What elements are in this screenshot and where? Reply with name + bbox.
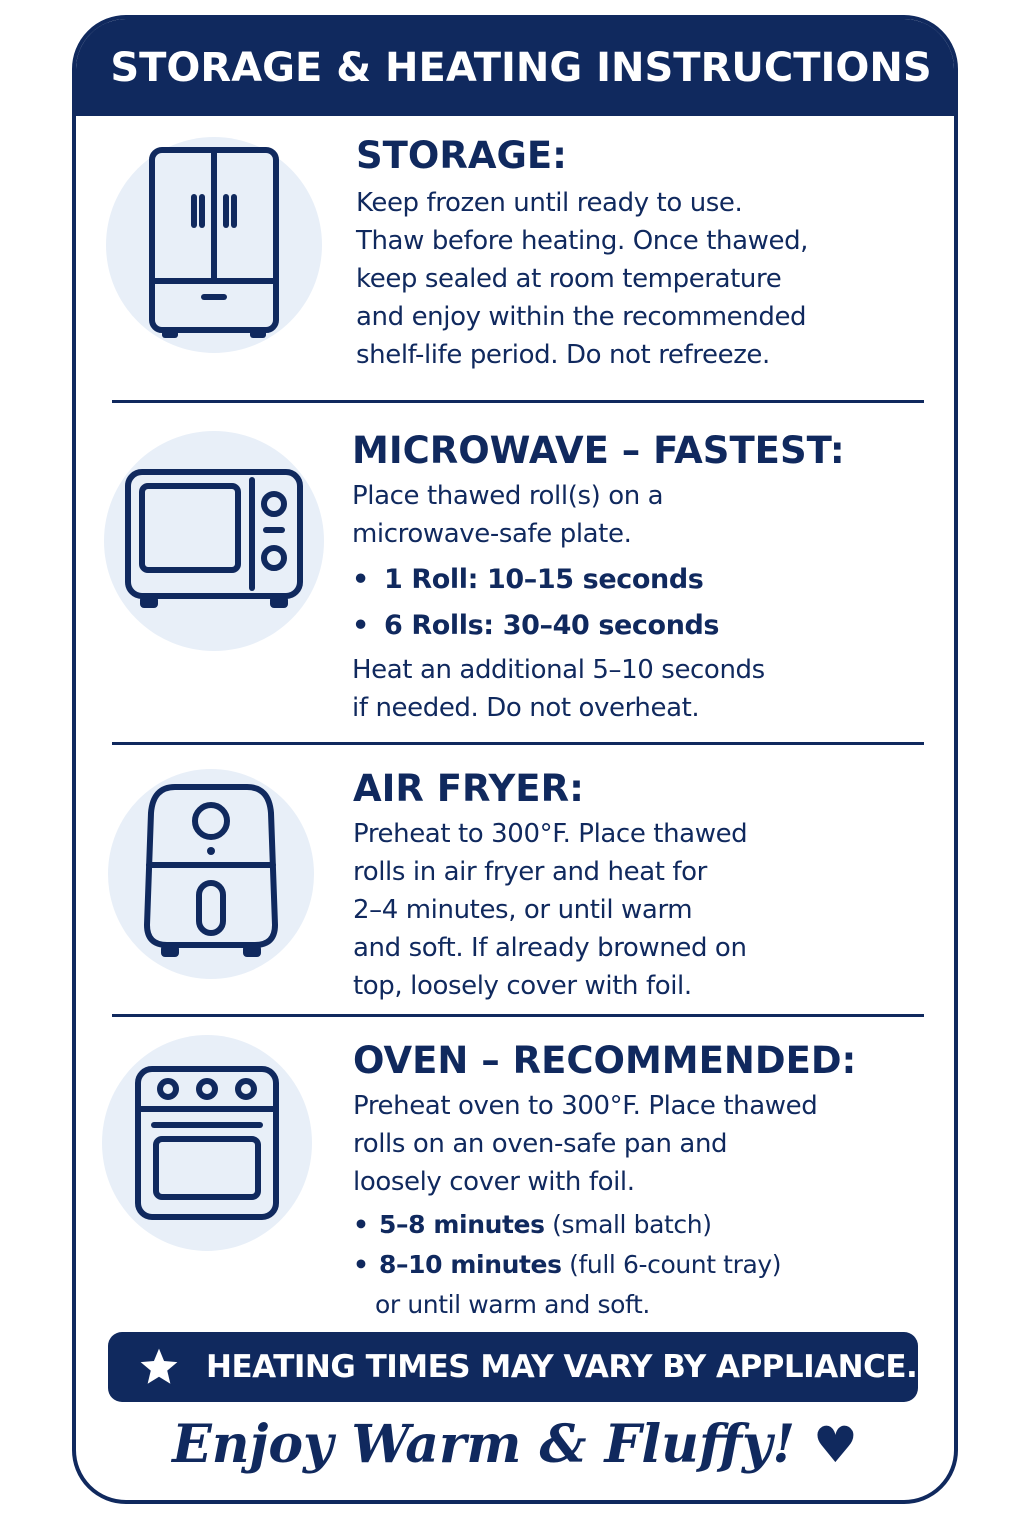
- divider: [112, 1014, 924, 1017]
- microwave-icon: [124, 466, 304, 616]
- air-fryer-icon: [141, 779, 281, 969]
- oven-bullet-note: (full 6-count tray): [561, 1250, 782, 1279]
- microwave-icon-circle: [104, 431, 324, 651]
- star-icon: [138, 1346, 180, 1388]
- oven-bullet-time: 5–8 minutes: [379, 1210, 545, 1239]
- oven-bullet-time: 8–10 minutes: [379, 1250, 562, 1279]
- divider: [112, 742, 924, 745]
- storage-line: shelf-life period. Do not refreeze.: [356, 340, 770, 370]
- storage-line: Keep frozen until ready to use.: [356, 188, 743, 218]
- air-fryer-line: Preheat to 300°F. Place thawed: [353, 819, 748, 849]
- oven-section: [353, 1039, 913, 1325]
- microwave-note-line: if needed. Do not overheat.: [352, 693, 700, 723]
- microwave-note: [352, 651, 912, 727]
- heating-times-banner: [108, 1332, 918, 1402]
- oven-line: rolls on an oven-safe pan and: [353, 1129, 728, 1159]
- oven-bullet-note: (small batch): [544, 1210, 712, 1239]
- microwave-bullet: • 6 Rolls: 30–40 seconds: [352, 610, 720, 641]
- microwave-bullet-text: 1 Roll: 10–15 seconds: [384, 564, 704, 595]
- page-title: STORAGE & HEATING INSTRUCTIONS: [76, 19, 954, 116]
- oven-line: Preheat oven to 300°F. Place thawed: [353, 1091, 818, 1121]
- storage-text: [356, 184, 916, 374]
- air-fryer-line: rolls in air fryer and heat for: [353, 857, 707, 887]
- microwave-bullet-text: 6 Rolls: 30–40 seconds: [384, 610, 720, 641]
- banner-text: HEATING TIMES MAY VARY BY APPLIANCE.: [206, 1349, 918, 1385]
- oven-icon: [132, 1063, 282, 1223]
- footer-text: Enjoy Warm & Fluffy!: [172, 1414, 796, 1475]
- oven-text: [353, 1087, 913, 1201]
- storage-line: Thaw before heating. Once thawed,: [356, 226, 809, 256]
- oven-bullet: • 5–8 minutes (small batch): [353, 1210, 712, 1239]
- oven-heading: OVEN – RECOMMENDED:: [353, 1039, 857, 1082]
- oven-note: or until warm and soft.: [375, 1290, 650, 1319]
- instructions-card: [72, 15, 958, 1504]
- air-fryer-line: top, loosely cover with foil.: [353, 971, 692, 1001]
- storage-line: and enjoy within the recommended: [356, 302, 807, 332]
- microwave-note-line: Heat an additional 5–10 seconds: [352, 655, 765, 685]
- storage-line: keep sealed at room temperature: [356, 264, 782, 294]
- oven-bullet: • 8–10 minutes (full 6-count tray): [353, 1250, 782, 1279]
- divider: [112, 400, 924, 403]
- microwave-text: [352, 477, 912, 553]
- air-fryer-line: and soft. If already browned on: [353, 933, 747, 963]
- microwave-heading: MICROWAVE – FASTEST:: [352, 429, 845, 472]
- footer-tagline: [76, 1414, 954, 1475]
- storage-heading: STORAGE:: [356, 134, 567, 177]
- microwave-bullet: • 1 Roll: 10–15 seconds: [352, 564, 704, 595]
- air-fryer-heading: AIR FRYER:: [353, 767, 584, 810]
- air-fryer-icon-circle: [108, 769, 314, 979]
- heart-icon: ♥: [813, 1415, 858, 1474]
- microwave-line: microwave-safe plate.: [352, 519, 632, 549]
- oven-line: loosely cover with foil.: [353, 1167, 635, 1197]
- air-fryer-text: [353, 815, 913, 1005]
- microwave-line: Place thawed roll(s) on a: [352, 481, 664, 511]
- refrigerator-icon: [144, 145, 284, 345]
- storage-section: [356, 134, 916, 374]
- air-fryer-section: [353, 767, 913, 1005]
- oven-icon-circle: [102, 1035, 312, 1251]
- microwave-section: [352, 429, 912, 727]
- air-fryer-line: 2–4 minutes, or until warm: [353, 895, 693, 925]
- storage-icon-circle: [106, 137, 322, 353]
